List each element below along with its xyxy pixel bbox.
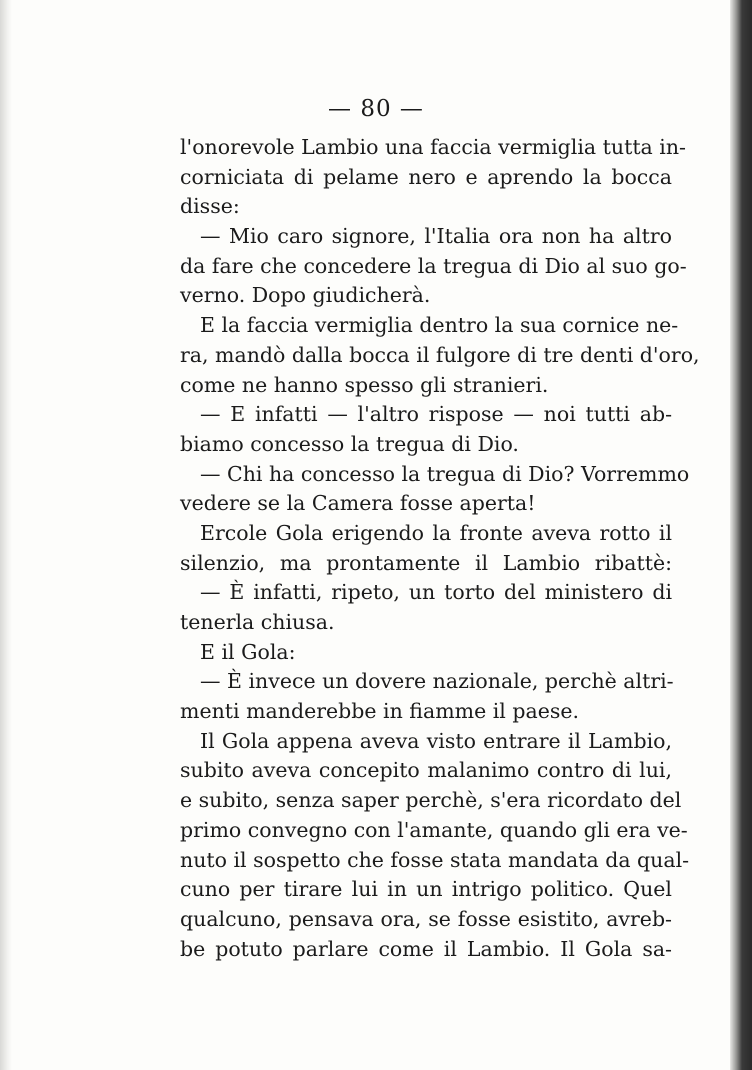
text-line: qualcuno, pensava ora, se fosse esistito, avreb- <box>180 906 672 931</box>
text-line: corniciata di pelame nero e aprendo la bocca <box>180 164 672 189</box>
text-line: — È infatti, ripeto, un torto del ministero di <box>200 580 672 605</box>
text-line: l'onorevole Lambio una faccia vermiglia tutta in- <box>180 135 686 159</box>
text-line: silenzio, ma prontamente il Lambio ribattè: <box>180 550 672 575</box>
text-line: nuto il sospetto che fosse stata mandata da qual- <box>180 847 690 872</box>
text-line: verno. Dopo giudicherà. <box>180 283 431 308</box>
text-line: E il Gola: <box>200 639 296 664</box>
text-line: e subito, senza saper perchè, s'era ricordato del <box>180 788 682 813</box>
text-line: subito aveva concepito malanimo contro di lui, <box>180 758 672 783</box>
text-line: — Chi ha concesso la tregua di Dio? Vorremmo <box>200 461 690 486</box>
text-line: Ercole Gola erigendo la fronte aveva rotto il <box>200 520 672 545</box>
body-text <box>180 133 700 964</box>
text-line: be potuto parlare come il Lambio. Il Gola sa- <box>180 936 672 961</box>
page-left-edge <box>0 0 12 1070</box>
text-line: come ne hanno spesso gli stranieri. <box>180 372 549 397</box>
text-line: cuno per tirare lui in un intrigo politico. Quel <box>180 877 672 902</box>
page-number: — 80 — <box>328 96 424 122</box>
text-line: — Mio caro signore, l'Italia ora non ha altro <box>200 224 672 249</box>
book-spine-edge <box>730 0 752 1070</box>
text-line: ra, mandò dalla bocca il fulgore di tre denti d'oro, <box>180 342 700 367</box>
text-line: menti manderebbe in fiamme il paese. <box>180 699 579 724</box>
text-line: — È invece un dovere nazionale, perchè altri- <box>200 669 674 694</box>
text-line: tenerla chiusa. <box>180 610 335 634</box>
text-line: da fare che concedere la tregua di Dio al suo go- <box>180 253 687 278</box>
text-line: E la faccia vermiglia dentro la sua cornice ne- <box>200 313 679 338</box>
text-line: Il Gola appena aveva visto entrare il Lambio, <box>200 728 672 753</box>
text-line: — E infatti — l'altro rispose — noi tutti ab- <box>200 402 672 427</box>
text-line: biamo concesso la tregua di Dio. <box>180 431 519 456</box>
text-line: primo convegno con l'amante, quando gli era ve- <box>180 817 688 842</box>
text-line: disse: <box>180 194 240 219</box>
text-line: vedere se la Camera fosse aperta! <box>180 491 536 516</box>
